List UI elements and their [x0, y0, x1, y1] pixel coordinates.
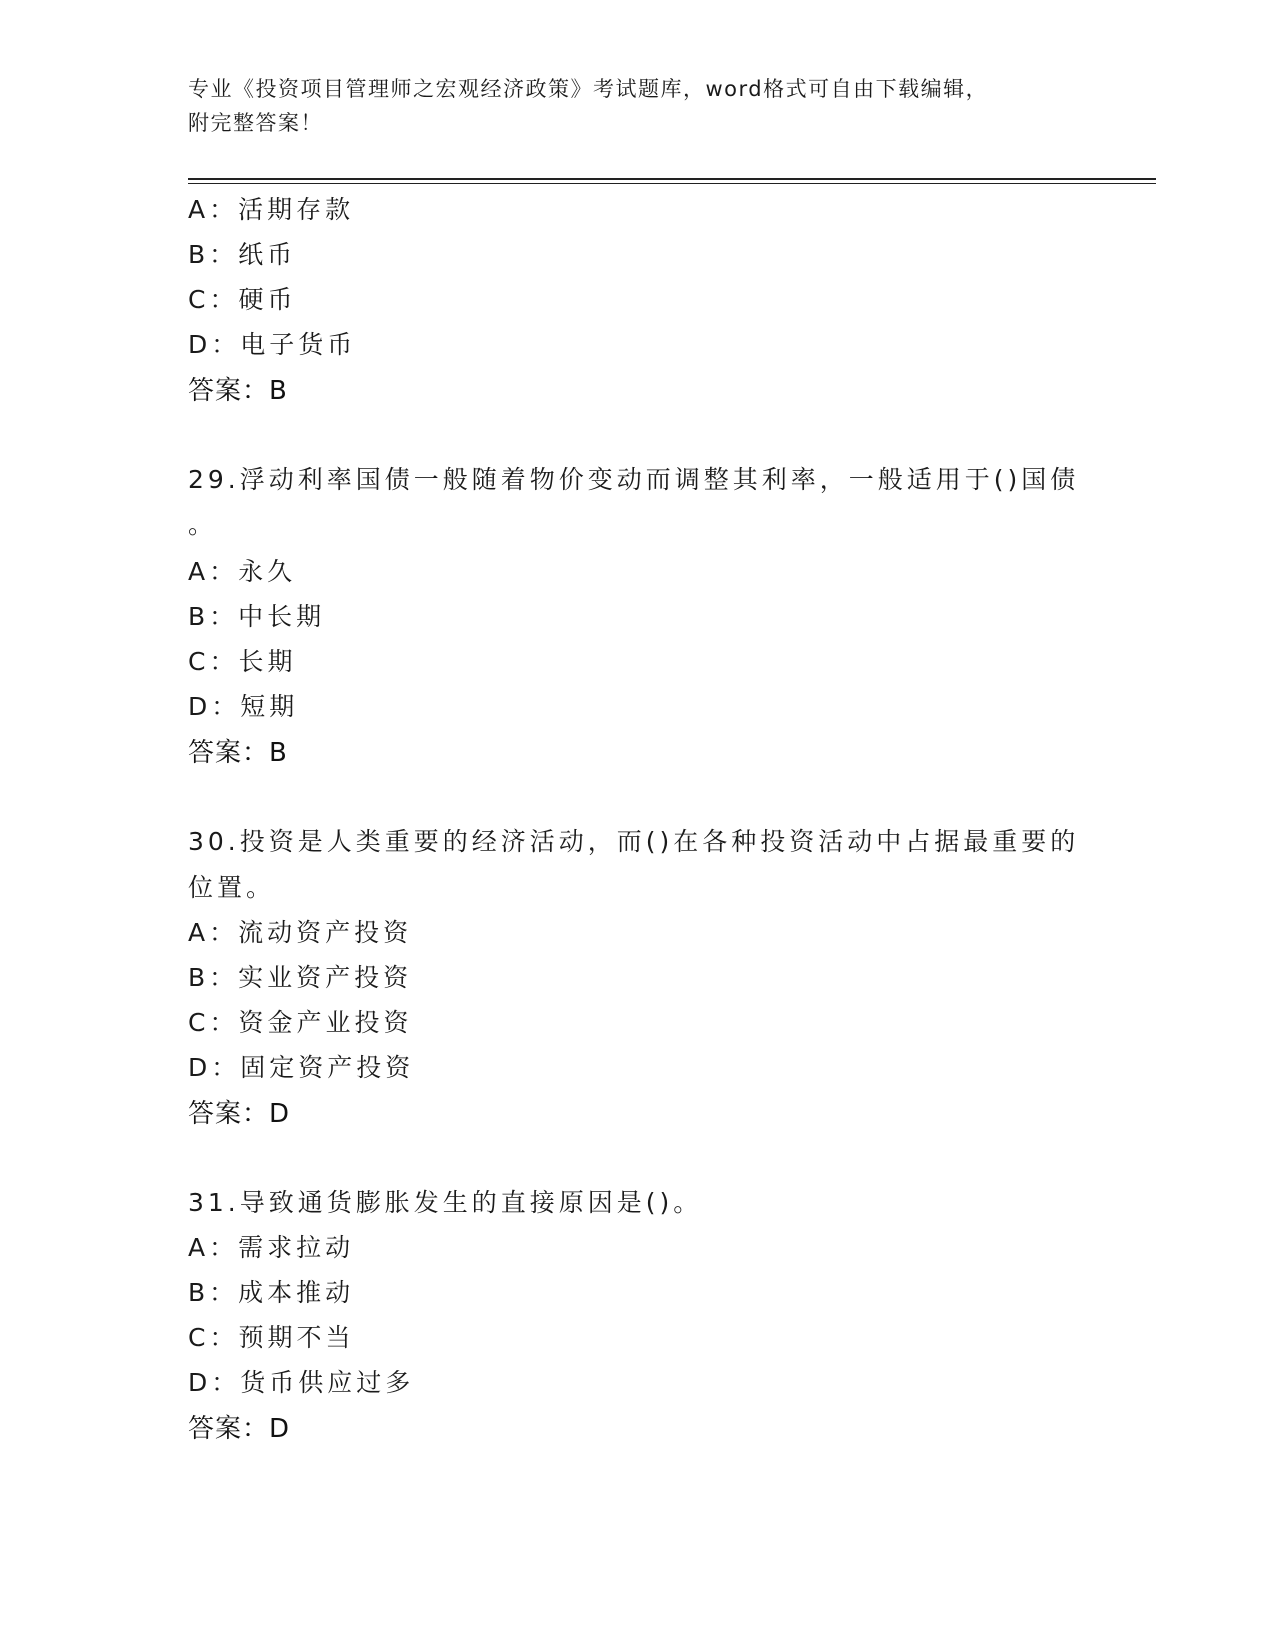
q30-option-d: D：固定资产投资 — [188, 1053, 415, 1082]
q29-answer: 答案：B — [188, 738, 288, 768]
header-line-2: 附完整答案！ — [188, 111, 323, 135]
q28-option-b: B：纸币 — [188, 240, 297, 269]
q28-answer: 答案：B — [188, 376, 288, 406]
q31-answer: 答案：D — [188, 1414, 291, 1444]
q31-option-d: D：货币供应过多 — [188, 1368, 415, 1397]
q30-answer: 答案：D — [188, 1099, 291, 1129]
header-line-1: 专业《投资项目管理师之宏观经济政策》考试题库，word格式可自由下载编辑， — [188, 77, 989, 101]
q31-option-b: B：成本推动 — [188, 1278, 355, 1307]
q28-option-d: D：电子货币 — [188, 330, 357, 359]
q29-stem-line-2: 。 — [188, 510, 218, 539]
q30-stem-line-2: 位置。 — [188, 873, 276, 902]
q29-option-a: A：永久 — [188, 557, 297, 586]
q30-option-c: C：资金产业投资 — [188, 1008, 413, 1037]
q28-option-a: A：活期存款 — [188, 195, 355, 224]
q30-stem-line-1: 30.投资是人类重要的经济活动，而()在各种投资活动中占据最重要的 — [188, 827, 1080, 856]
q29-option-d: D：短期 — [188, 692, 299, 721]
header-divider-thick — [188, 178, 1156, 180]
q29-option-c: C：长期 — [188, 647, 297, 676]
document-header — [188, 72, 1088, 140]
q30-option-a: A：流动资产投资 — [188, 918, 413, 947]
q31-stem-line-1: 31.导致通货膨胀发生的直接原因是()。 — [188, 1188, 703, 1217]
q31-option-c: C：预期不当 — [188, 1323, 355, 1352]
header-divider-thin — [188, 183, 1156, 184]
q29-option-b: B：中长期 — [188, 602, 326, 631]
q31-option-a: A：需求拉动 — [188, 1233, 355, 1262]
q30-option-b: B：实业资产投资 — [188, 963, 413, 992]
q28-option-c: C：硬币 — [188, 285, 297, 314]
q29-stem-line-1: 29.浮动利率国债一般随着物价变动而调整其利率，一般适用于()国债 — [188, 465, 1080, 494]
